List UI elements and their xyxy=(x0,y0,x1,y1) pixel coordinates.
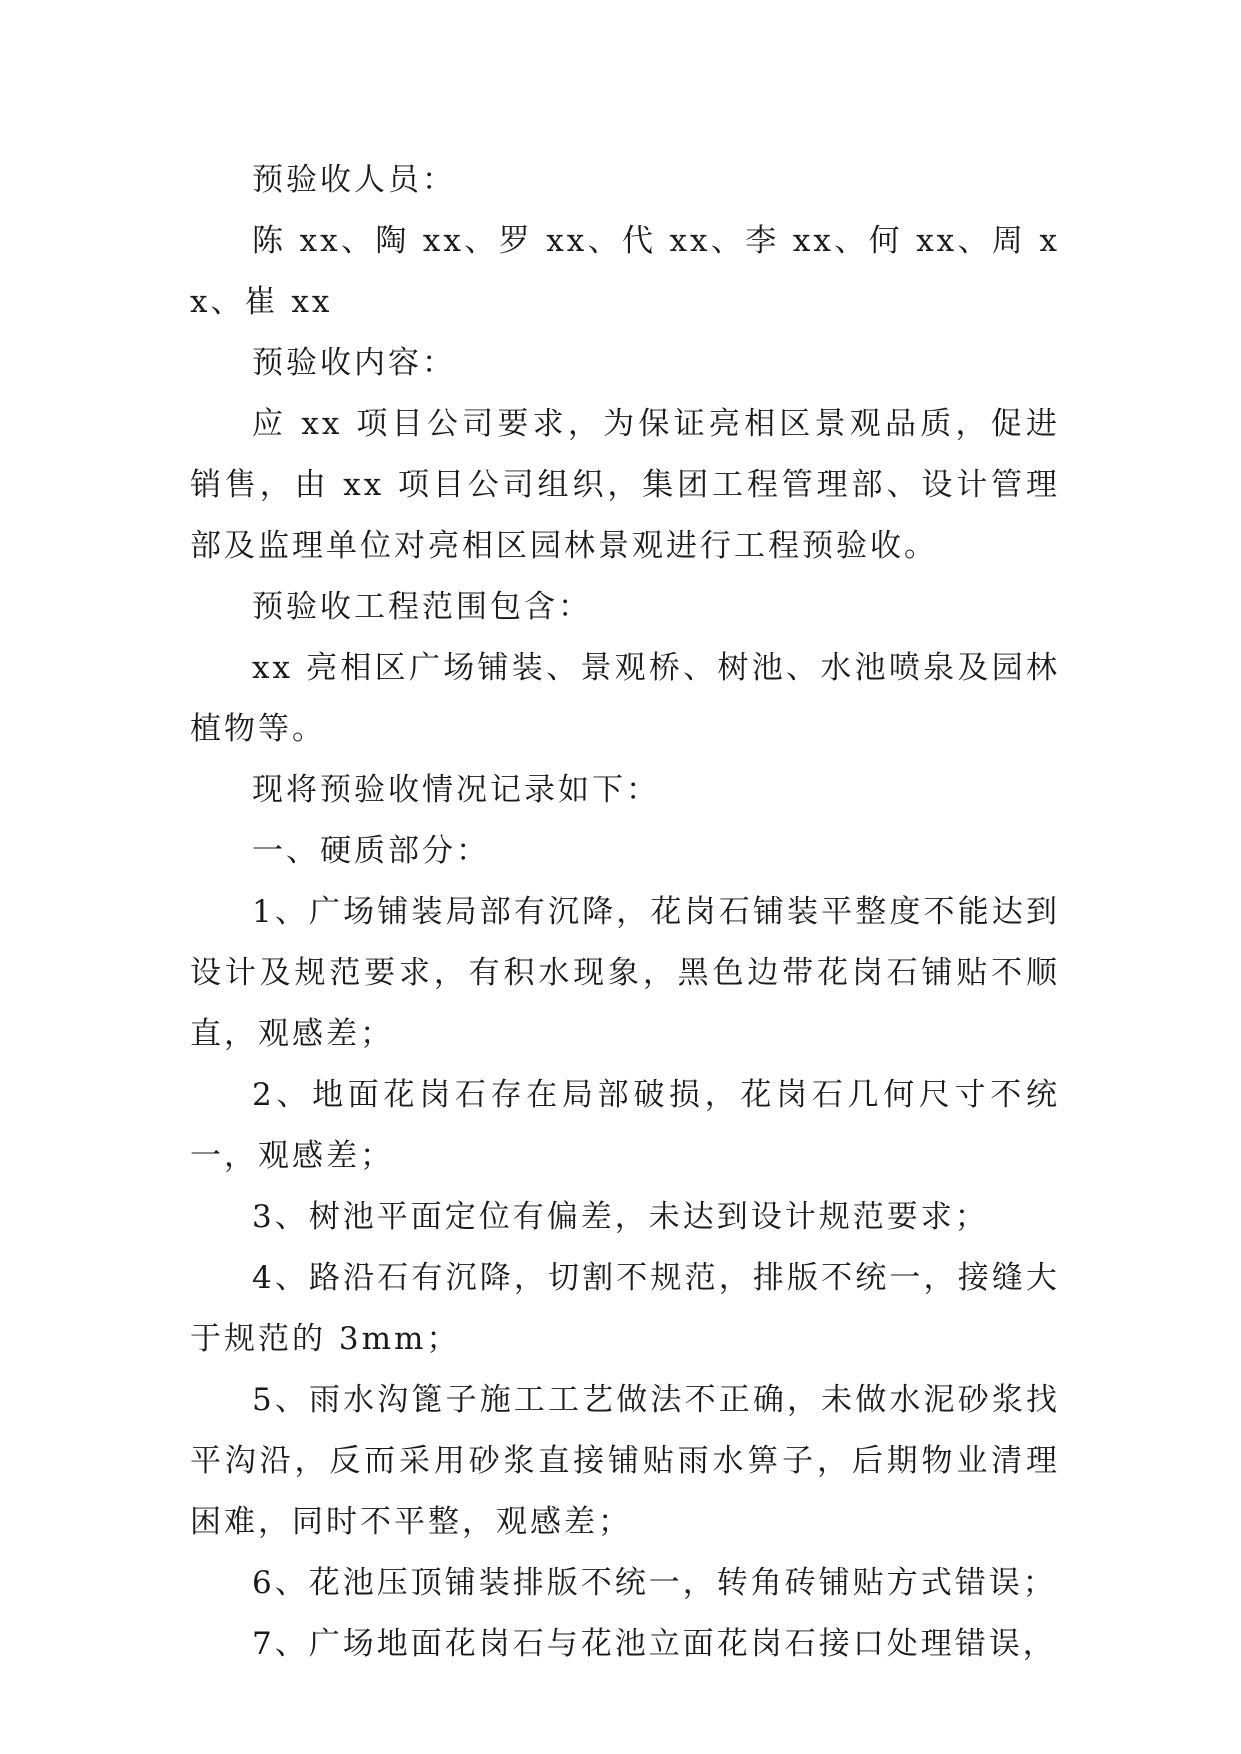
paragraph-item-1: 1、广场铺装局部有沉降，花岗石铺装平整度不能达到设计及规范要求，有积水现象，黑色边带花岗石铺贴不顺直，观感差； xyxy=(190,894,1060,1052)
paragraph-inspectors-list: 陈 xx、陶 xx、罗 xx、代 xx、李 xx、何 xx、周 xx、崔 xx xyxy=(190,223,1060,320)
paragraph-item-4: 4、路沿石有沉降，切割不规范，排版不统一，接缝大于规范的 3mm； xyxy=(190,1260,1060,1357)
paragraph-content-heading: 预验收内容： xyxy=(252,345,456,381)
paragraph-item-5: 5、雨水沟篦子施工工艺做法不正确，未做水泥砂浆找平沟沿，反而采用砂浆直接铺贴雨水箅子，后期物业清理困难，同时不平整，观感差； xyxy=(190,1382,1060,1540)
paragraph-section-hard: 一、硬质部分： xyxy=(252,833,490,869)
paragraph-content-body: 应 xx 项目公司要求，为保证亮相区景观品质，促进销售，由 xx 项目公司组织，集团工程管理部、设计管理部及监理单位对亮相区园林景观进行工程预验收。 xyxy=(190,406,1060,564)
paragraph-item-7: 7、广场地面花岗石与花池立面花岗石接口处理错误， xyxy=(252,1626,1057,1662)
document-body xyxy=(190,150,1060,1675)
paragraph-scope-heading: 预验收工程范围包含： xyxy=(252,589,592,625)
paragraph-item-2: 2、地面花岗石存在局部破损，花岗石几何尺寸不统一，观感差； xyxy=(190,1077,1060,1174)
paragraph-inspectors-heading: 预验收人员： xyxy=(252,162,456,198)
paragraph-item-6: 6、花池压顶铺装排版不统一，转角砖铺贴方式错误； xyxy=(252,1565,1057,1601)
paragraph-item-3: 3、树池平面定位有偏差，未达到设计规范要求； xyxy=(252,1199,989,1235)
paragraph-scope-body: xx 亮相区广场铺装、景观桥、树池、水池喷泉及园林植物等。 xyxy=(190,650,1060,747)
paragraph-record-intro: 现将预验收情况记录如下： xyxy=(252,772,660,808)
